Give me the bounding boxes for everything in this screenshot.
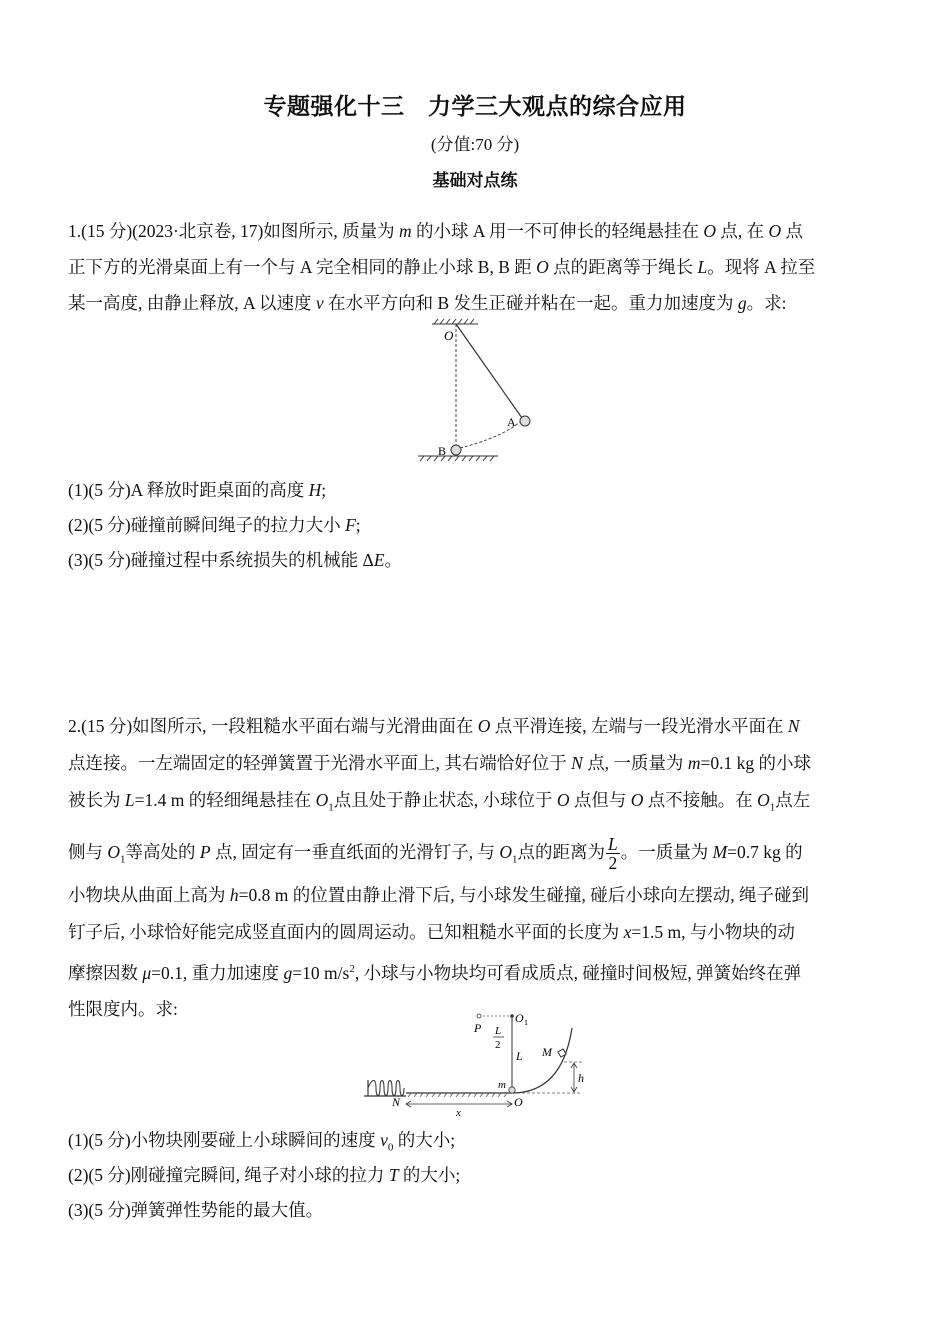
spring-icon xyxy=(368,1081,404,1096)
fraction-l-over-2: $\frac{L}{2}$ xyxy=(607,833,618,873)
label-x: x xyxy=(456,1107,461,1119)
spring-track-figure xyxy=(362,1008,592,1120)
label-o: O xyxy=(514,1095,523,1109)
section-heading: 基础对点练 xyxy=(432,171,518,191)
label-b: B xyxy=(438,444,447,458)
label-l: L xyxy=(516,1049,523,1063)
q2-line-6: 钉子后, 小球恰好能完成竖直面内的圆周运动。已知粗糙水平面的长度为 x=1.5 m, 与小物块的动 xyxy=(68,921,795,942)
label-l-half-den: 2 xyxy=(495,1039,501,1051)
q1-line-2: 正下方的光滑桌面上有一个与 A 完全相同的静止小球 B, B 距 O 点的距离等于绳长 L。现将 A 拉至 xyxy=(68,257,816,277)
nail-p xyxy=(477,1014,481,1018)
label-o: O xyxy=(444,328,454,343)
pendulum-figure xyxy=(410,318,540,466)
q2-sub-3: (3)(5 分)弹簧弹性势能的最大值。 xyxy=(68,1200,324,1220)
label-h: h xyxy=(578,1071,584,1085)
label-m-block: M xyxy=(542,1045,552,1059)
q1-line-1: 1.(15 分)(2023·北京卷, 17)如图所示, 质量为 m 的小球 A 用一不可伸长的轻绳悬挂在 O 点, 在 O 点 xyxy=(68,221,803,241)
q2-line-7: 摩擦因数 μ=0.1, 重力加速度 g=10 $m/s^2$, 小球与小物块均可看成质点, 碰撞时间极短, 弹簧始终在弹 xyxy=(68,962,802,983)
label-a: A xyxy=(507,415,516,429)
pivot-o1 xyxy=(510,1014,514,1018)
ball-m xyxy=(509,1087,515,1093)
ball-a xyxy=(520,416,530,426)
label-p: P xyxy=(474,1021,482,1035)
label-n: N xyxy=(392,1095,401,1109)
label-o1: O xyxy=(515,1011,524,1025)
q2-sub-1: (1)(5 分)小物块刚要碰上小球瞬间的速度 $v_0$ 的大小; xyxy=(68,1130,456,1154)
question-1-text xyxy=(68,213,883,321)
q2-sub-2: (2)(5 分)刚碰撞完瞬间, 绳子对小球的拉力 T 的大小; xyxy=(68,1165,461,1185)
q2-line-4: 侧与 $O_1$等高处的 P 点, 固定有一垂直纸面的光滑钉子, 与 $O_1$点的距离为 $\frac{L}{2}$ 。一质量为 M=0.7 kg 的 xyxy=(68,833,803,873)
q1-sub-2: (2)(5 分)碰撞前瞬间绳子的拉力大小 F; xyxy=(68,515,361,535)
q1-sub-1: (1)(5 分)A 释放时距桌面的高度 H; xyxy=(68,480,327,500)
label-o1-sub: 1 xyxy=(524,1018,528,1027)
ceiling-hatch xyxy=(432,319,478,324)
q2-line-5: 小物块从曲面上高为 h=0.8 m 的位置由静止滑下后, 与小球发生碰撞, 碰后小球向左摆动, 绳子碰到 xyxy=(68,884,809,905)
q1-line-3: 某一高度, 由静止释放, A 以速度 v 在水平方向和 B 发生正碰并粘在一起。重力加速度为 g。求: xyxy=(68,293,787,313)
q1-sub-3: (3)(5 分)碰撞过程中系统损失的机械能 ΔE。 xyxy=(68,550,403,570)
q2-line-8: 性限度内。求: xyxy=(68,999,178,1020)
q2-line-3: 被长为 L=1.4 m 的轻细绳悬挂在 $O_1$点且处于静止状态, 小球位于 O 点但与 O 点不接触。在 $O_1$点左 xyxy=(68,790,811,814)
score-note: (分值:70 分) xyxy=(430,135,520,154)
pendulum-string xyxy=(456,324,522,418)
label-m-ball: m xyxy=(498,1079,506,1091)
ball-b xyxy=(451,445,461,455)
q2-line-2: 点连接。一左端固定的轻弹簧置于光滑水平面上, 其右端恰好位于 N 点, 一质量为 m=0.1 kg 的小球 xyxy=(68,753,811,773)
q2-line-1: 2.(15 分)如图所示, 一段粗糙水平面右端与光滑曲面在 O 点平滑连接, 左端与一段光滑水平面在 N xyxy=(68,716,800,736)
table-hatch xyxy=(418,456,498,461)
question-2-text xyxy=(68,708,883,1028)
page-title: 专题强化十三 力学三大观点的综合应用 xyxy=(263,94,687,120)
label-l-half-num: L xyxy=(495,1025,502,1037)
